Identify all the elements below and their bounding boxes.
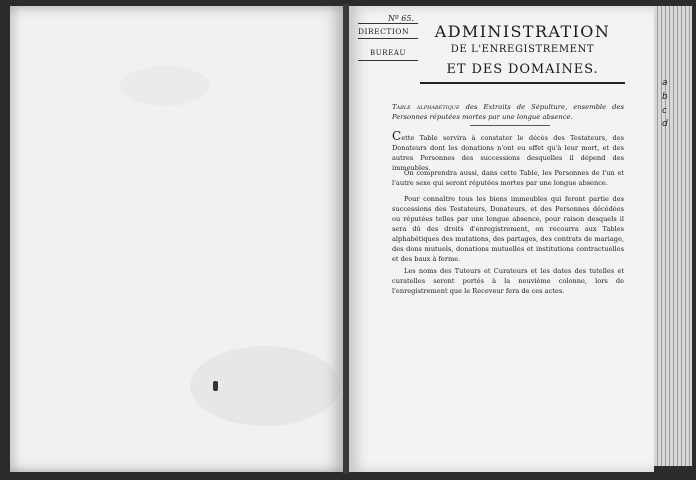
divider: [470, 125, 550, 126]
ink-spot: [213, 381, 218, 391]
header-box: [358, 14, 418, 61]
paragraph: [392, 129, 624, 173]
index-tab: c: [662, 106, 667, 116]
index-tab: d: [662, 119, 668, 129]
page-edges: [654, 6, 692, 466]
bureau-label: BUREAU: [358, 49, 418, 61]
register-number: Nº 65.: [358, 14, 418, 24]
page-stain: [120, 66, 210, 106]
paragraph-text: ette Table servira à constater le décès des Testateurs, des Donateurs dont les donations n'ont eu effet qu'à leur mort, et des autres Personnes des successions desquelles il dépend des immeubles.: [392, 134, 624, 172]
direction-label: DIRECTION: [358, 27, 418, 39]
page-subtitle: ET DES DOMAINES.: [446, 62, 599, 77]
paragraph: On comprendra aussi, dans cette Table, les Personnes de l'un et l'autre sexe qui seront réputées mortes par une longue absence.: [392, 169, 624, 187]
blank-left-page: [10, 6, 344, 472]
drop-cap: C: [392, 129, 402, 143]
page-subtitle: DE L'ENREGISTREMENT: [450, 44, 595, 55]
index-tab: b: [662, 92, 668, 102]
divider: [420, 82, 625, 84]
table-title-lead: Table alphabétique: [392, 103, 460, 111]
index-tab: a: [662, 78, 668, 88]
table-title-rest: des Extraits de Sépulture, ensemble des Personnes réputées mortes par une longue absence.: [392, 103, 624, 121]
table-title: [392, 102, 624, 122]
page-title: ADMINISTRATION: [434, 22, 611, 41]
paragraph: Les noms des Tuteurs et Curateurs et les dates des tutelles et curatelles seront portés à la neuvième colonne, lors de l'enregistrement que le Receveur fera de ces actes.: [392, 267, 624, 295]
paragraph: Pour connaître tous les biens immeubles qui feront partie des successions des Testateurs, Donateurs, et des Personnes décédées ou réputées telles par une longue absence, pour raison desquels il sera dû des droits d'enregistrement, on recourra aux Tables alphabétiques des mutations, des partages, des contrats de mariage, des dons mutuels, donations mutuelles et institutions contractuelles et des baux à ferme.: [392, 195, 624, 263]
